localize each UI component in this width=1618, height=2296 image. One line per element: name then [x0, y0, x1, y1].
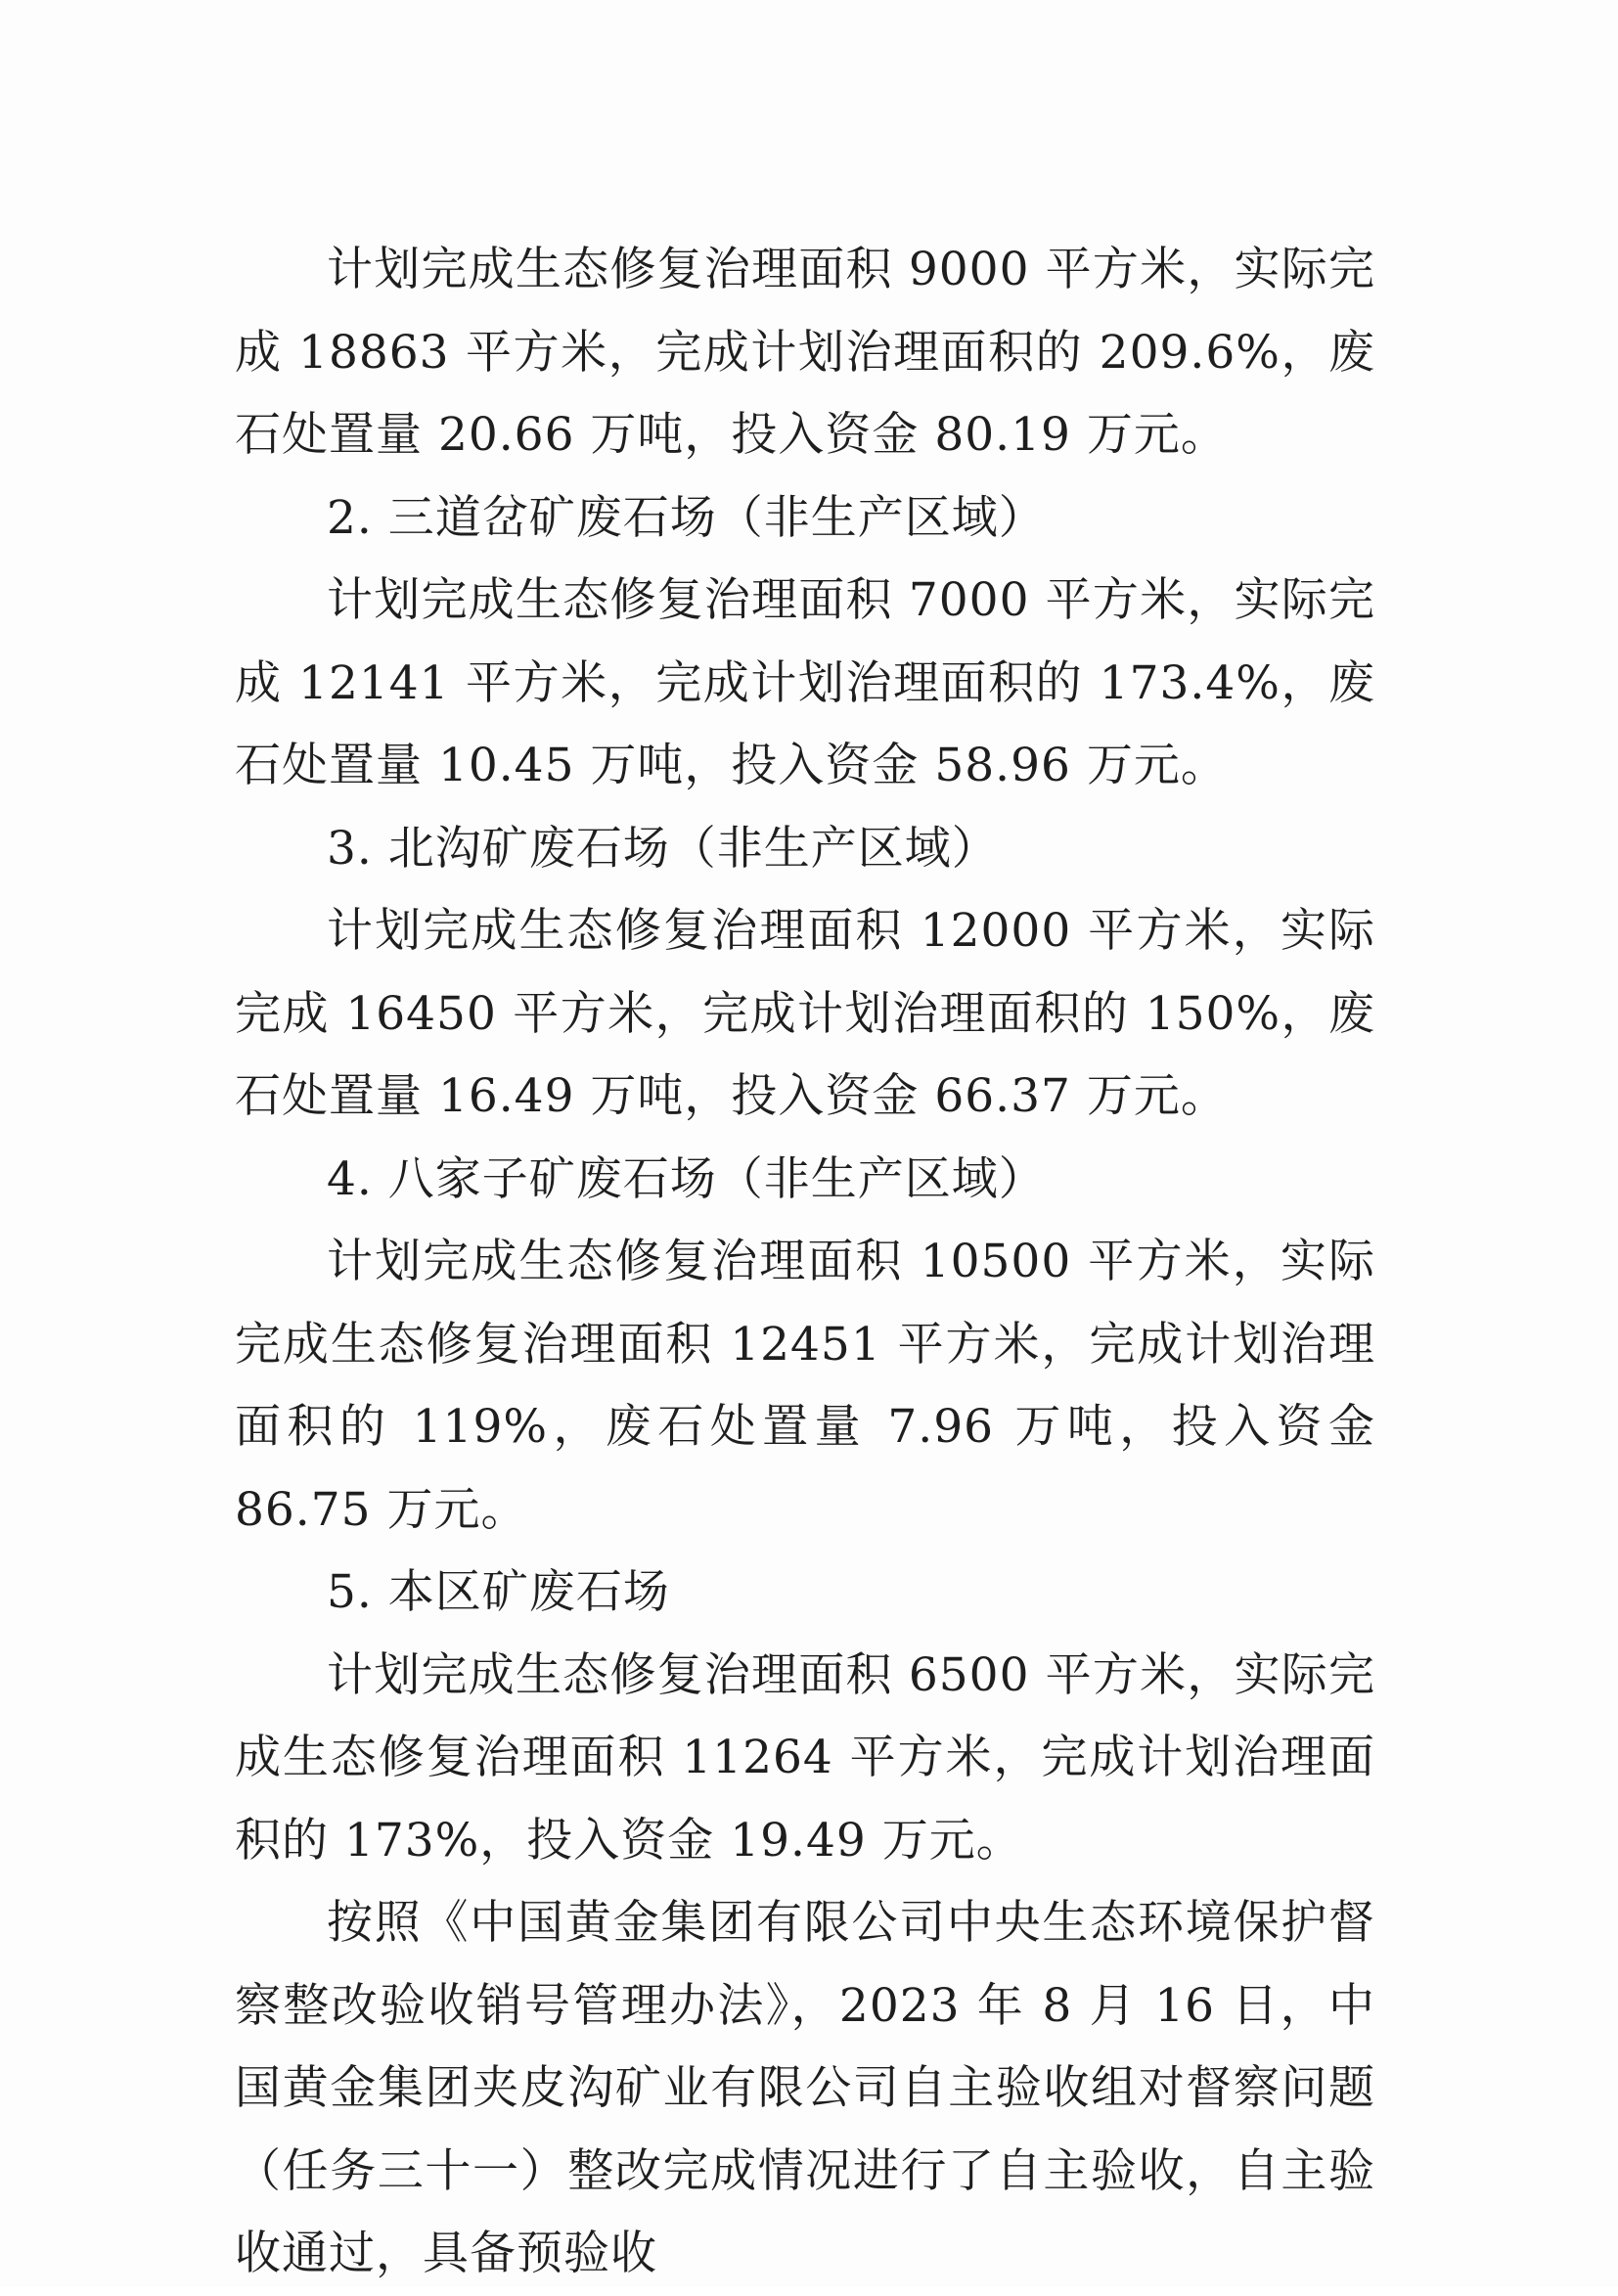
- paragraph-benqu-summary: 计划完成生态修复治理面积 6500 平方米，实际完成生态修复治理面积 11264 平方米，完成计划治理面积的 173%，投入资金 19.49 万元。: [235, 1647, 1375, 1868]
- heading-benqu: 5. 本区矿废石场: [327, 1565, 670, 1619]
- heading-beigou: 3. 北沟矿废石场（非生产区域）: [327, 821, 999, 876]
- heading-bajiazi: 4. 八家子矿废石场（非生产区域）: [327, 1151, 1046, 1206]
- document-body: [235, 229, 1375, 2296]
- paragraph-acceptance: 按照《中国黄金集团有限公司中央生态环境保护督察整改验收销号管理办法》，2023 年 8 月 16 日，中国黄金集团夹皮沟矿业有限公司自主验收组对督察问题（任务三十一）整改完成情况进行了自主验收，自主验收通过，具备预验收: [235, 1896, 1375, 2280]
- paragraph-bajiazi-summary: 计划完成生态修复治理面积 10500 平方米，实际完成生态修复治理面积 12451 平方米，完成计划治理面积的 119%，废石处置量 7.96 万吨，投入资金 86.75 万元。: [235, 1235, 1375, 1537]
- heading-sandaocha: 2. 三道岔矿废石场（非生产区域）: [327, 490, 1046, 545]
- paragraph-beigou-summary: 计划完成生态修复治理面积 12000 平方米，实际完成 16450 平方米，完成计划治理面积的 150%，废石处置量 16.49 万吨，投入资金 66.37 万元。: [235, 904, 1375, 1123]
- paragraph-sandaocha-summary: 计划完成生态修复治理面积 7000 平方米，实际完成 12141 平方米，完成计划治理面积的 173.4%，废石处置量 10.45 万吨，投入资金 58.96 万元。: [235, 573, 1375, 792]
- paragraph-site1-summary: 计划完成生态修复治理面积 9000 平方米，实际完成 18863 平方米，完成计划治理面积的 209.6%，废石处置量 20.66 万吨，投入资金 80.19 万元。: [235, 243, 1375, 462]
